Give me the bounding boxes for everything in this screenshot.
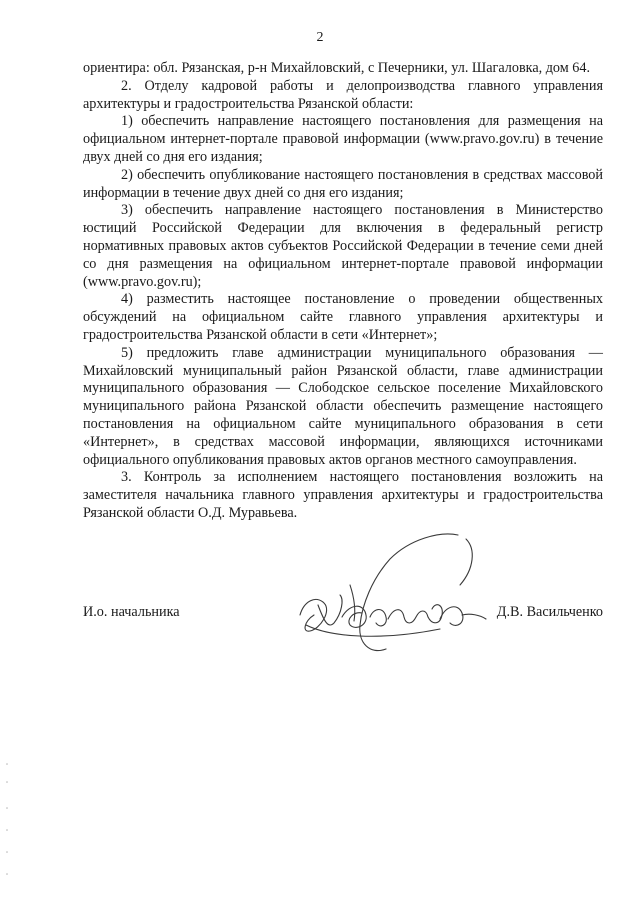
signer-name: Д.В. Васильченко (496, 604, 603, 620)
paragraph-item-3: 3. Контроль за исполнением настоящего постановления возложить на заместителя начальника главного управления архитектуры и градостроительства Рязанской области О.Д. Муравьева. (83, 469, 603, 521)
margin-scan-marks (4, 760, 10, 880)
page-number: 2 (316, 30, 324, 45)
signature-block (83, 604, 603, 628)
signer-title: И.о. начальника (83, 604, 180, 620)
paragraph-subitem-2: 2) обеспечить опубликование настоящего постановления в средствах массовой информации в течение двух дней со дня его издания; (83, 166, 603, 201)
paragraph-item-2: 2. Отделу кадровой работы и делопроизводства главного управления архитектуры и градостроительства Рязанской области: (83, 77, 603, 112)
paragraph-subitem-4: 4) разместить настоящее постановление о проведении общественных обсуждений на официальном сайте главного управления архитектуры и градостроительства Рязанской области в сети «Интернет»; (83, 291, 603, 343)
handwritten-signature (290, 525, 510, 665)
paragraph-address-continuation: ориентира: обл. Рязанская, р-н Михайловский, с Печерники, ул. Шагаловка, дом 64. (83, 60, 591, 76)
document-body (83, 60, 603, 523)
paragraph-subitem-1: 1) обеспечить направление настоящего постановления для размещения на официальном интернет-портале правовой информации (www.pravo.gov.ru) в течение двух дней со дня его издания; (83, 113, 603, 165)
paragraph-subitem-3: 3) обеспечить направление настоящего постановления в Министерство юстиций Российской Федерации для включения в федеральный регистр нормативных правовых актов субъектов Российской Федерации в течение семи дней со дня размещения на официальном интернет-портале правовой информации (www.pravo.gov.ru); (83, 202, 603, 290)
paragraph-subitem-5: 5) предложить главе администрации муниципального образования — Михайловский муниципальный район Рязанской области, главе администрации муниципального образования — Слободское сельское поселение Михайловского муниципального района Рязанской области обеспечить размещение настоящего постановления на официальном сайте муниципального образования в сети «Интернет», в средствах массовой информации, являющихся источниками официального опубликования правовых актов органов местного самоуправления. (83, 344, 603, 468)
